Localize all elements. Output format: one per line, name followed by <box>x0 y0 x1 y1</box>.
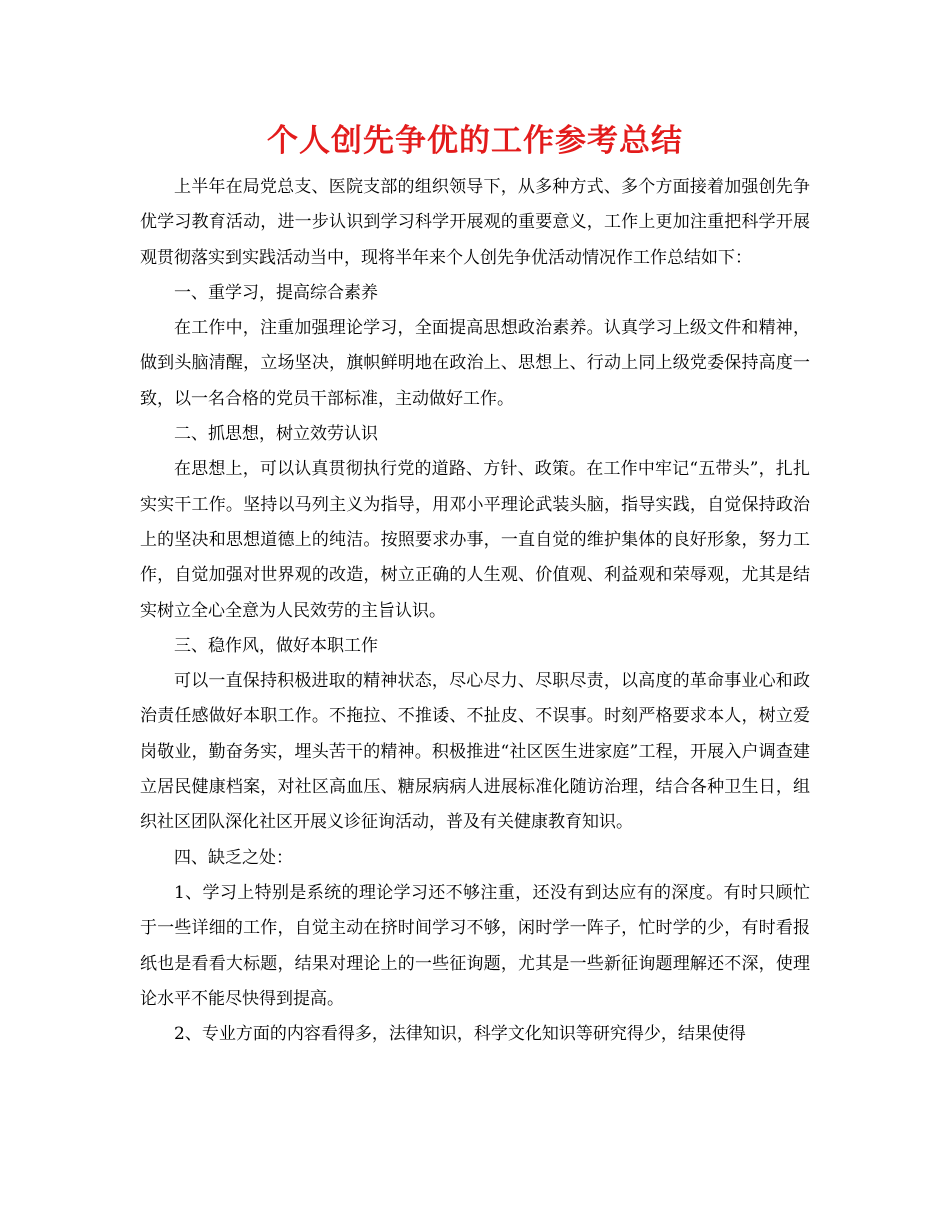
paragraph-shortcoming-2: 2、专业方面的内容看得多，法律知识，科学文化知识等研究得少，结果使得 <box>174 1024 746 1045</box>
heading-section-3: 三、稳作风，做好本职工作 <box>174 635 378 656</box>
heading-section-4: 四、缺乏之处： <box>174 847 293 868</box>
paragraph-section-1: 在工作中，注重加强理论学习，全面提高思想政治素养。认真学习上级文件和精神，做到头脑清醒，立场坚决，旗帜鲜明地在政治上、思想上、行动上同上级党委保持高度一致，以一名合格的党员干部标准，主动做好工作。 <box>140 318 810 409</box>
document-body <box>140 170 810 1052</box>
heading-section-1: 一、重学习，提高综合素养 <box>174 282 378 303</box>
paragraph-intro: 上半年在局党总支、医院支部的组织领导下，从多种方式、多个方面接着加强创先争优学习教育活动，进一步认识到学习科学开展观的重要意义，工作上更加注重把科学开展观贯彻落实到实践活动当中，现将半年来个人创先争优活动情况作工作总结如下： <box>140 177 810 268</box>
paragraph-shortcoming-1: 1、学习上特别是系统的理论学习还不够注重，还没有到达应有的深度。有时只顾忙于一些详细的工作，自觉主动在挤时间学习不够，闲时学一阵子，忙时学的少，有时看报纸也是看看大标题，结果对理论上的一些征询题，尤其是一些新征询题理解还不深，使理论水平不能尽快得到提高。 <box>140 882 810 1009</box>
paragraph-section-2: 在思想上，可以认真贯彻执行党的道路、方针、政策。在工作中牢记“五带头”，扎扎实实干工作。坚持以马列主义为指导，用邓小平理论武装头脑，指导实践，自觉保持政治上的坚决和思想道德上的纯洁。按照要求办事，一直自觉的维护集体的良好形象，努力工作，自觉加强对世界观的改造，树立正确的人生观、价值观、利益观和荣辱观，尤其是结实树立全心全意为人民效劳的主旨认识。 <box>140 459 810 621</box>
heading-section-2: 二、抓思想，树立效劳认识 <box>174 424 378 445</box>
paragraph-section-3: 可以一直保持积极进取的精神状态，尽心尽力、尽职尽责，以高度的革命事业心和政治责任感做好本职工作。不拖拉、不推诿、不扯皮、不误事。时刻严格要求本人，树立爱岗敬业，勤奋务实，埋头苦干的精神。积极推进“社区医生进家庭”工程，开展入户调查建立居民健康档案，对社区高血压、糖尿病病人进展标准化随访治理，结合各种卫生日，组织社区团队深化社区开展义诊征询活动，普及有关健康教育知识。 <box>140 671 810 833</box>
document-title: 个人创先争优的工作参考总结 <box>267 123 683 159</box>
